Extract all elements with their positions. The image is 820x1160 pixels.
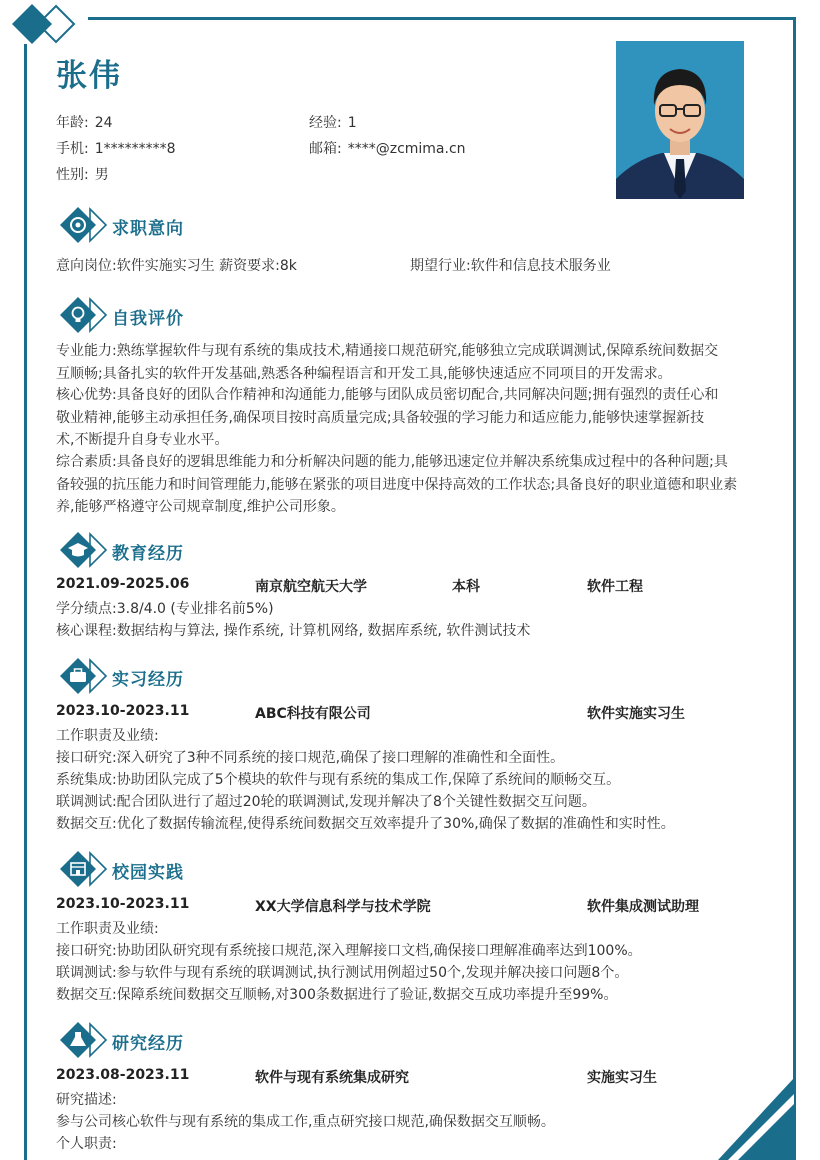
education-major: 软件工程: [587, 579, 643, 595]
campus-duty-label: 工作职责及业绩:: [56, 921, 159, 937]
experience-value: 1: [347, 115, 357, 131]
email-label: 邮箱:: [309, 141, 342, 157]
age-row: [56, 112, 113, 132]
internship-item: 数据交互:优化了数据传输流程,使得系统间数据交互效率提升了30%,确保了数据的准确性和实时性。: [56, 816, 675, 832]
internship-period: 2023.10-2023.11: [56, 703, 190, 719]
education-degree: 本科: [452, 579, 480, 595]
research-duty-label: 个人职责:: [56, 1136, 117, 1152]
intent-position: 意向岗位:软件实施实习生: [56, 258, 215, 274]
self-eval-strengths: 核心优势:具备良好的团队合作精神和沟通能力,能够与团队成员密切配合,共同解决问题;拥有强烈的责任心和 敬业精神,能够主动承担任务,确保项目按时高质量完成;具备较强的学习能力和适应能力,能够快速掌握新技 术,不断提升自身专业水平。: [56, 387, 719, 448]
self-eval-professional: 专业能力:熟练掌握软件与现有系统的集成技术,精通接口规范研究,能够独立完成联调测试,保障系统间数据交 互顺畅;具备扎实的软件开发基础,熟悉各种编程语言和开发工具,能够快速适应不同项目的开发需求。: [56, 343, 719, 382]
intent-salary: 薪资要求:8k: [219, 258, 297, 274]
education-courses: 核心课程:数据结构与算法, 操作系统, 计算机网络, 数据库系统, 软件测试技术: [56, 623, 531, 639]
internship-section-header: [60, 656, 460, 696]
research-section-title: 研究经历: [112, 1034, 184, 1054]
education-school: 南京航空航天大学: [255, 579, 367, 595]
self-eval-section-title: 自我评价: [112, 309, 184, 329]
self-eval-qualities: 综合素质:具备良好的逻辑思维能力和分析解决问题的能力,能够迅速定位并解决系统集成过程中的各种问题;具 备较强的抗压能力和时间管理能力,能够在紧张的项目进度中保持高效的工作状态;具备良好的职业道德和职业素 养,能够严格遵守公司规章制度,维护公司形象。: [56, 454, 738, 515]
building-icon: [60, 849, 110, 889]
intent-row: [56, 255, 768, 277]
gender-label: 性别:: [56, 167, 89, 183]
phone-label: 手机:: [56, 141, 89, 157]
intent-section-header: [60, 205, 460, 245]
graduation-cap-icon: [60, 530, 110, 570]
campus-section-header: [60, 849, 460, 889]
campus-section-title: 校园实践: [112, 863, 184, 883]
avatar: [616, 41, 744, 199]
internship-item: 接口研究:深入研究了3种不同系统的接口规范,确保了接口理解的准确性和全面性。: [56, 750, 565, 766]
research-section-header: [60, 1020, 460, 1060]
phone-value: 1*********8: [94, 141, 176, 157]
age-label: 年龄:: [56, 115, 89, 131]
research-project: 软件与现有系统集成研究: [255, 1070, 409, 1086]
education-section-header: [60, 530, 460, 570]
portrait-illustration: [616, 41, 744, 199]
internship-item: 系统集成:协助团队完成了5个模块的软件与现有系统的集成工作,保障了系统间的顺畅交互。: [56, 772, 621, 788]
campus-item: 接口研究:协助团队研究现有系统接口规范,深入理解接口文档,确保接口理解准确率达到100%。: [56, 943, 642, 959]
campus-period: 2023.10-2023.11: [56, 896, 190, 912]
frame-right-line: [793, 17, 796, 1160]
intent-section-title: 求职意向: [112, 219, 184, 239]
internship-section-title: 实习经历: [112, 670, 184, 690]
education-gpa: 学分绩点:3.8/4.0 (专业排名前5%): [56, 601, 274, 617]
campus-item: 数据交互:保障系统间数据交互顺畅,对300条数据进行了验证,数据交互成功率提升至99%。: [56, 987, 618, 1003]
gender-value: 男: [94, 167, 109, 183]
candidate-name: 张伟: [56, 58, 122, 94]
research-role: 实施实习生: [587, 1070, 657, 1086]
education-section-title: 教育经历: [112, 544, 184, 564]
internship-role: 软件实施实习生: [587, 706, 685, 722]
briefcase-icon: [60, 656, 110, 696]
research-desc-label: 研究描述:: [56, 1092, 117, 1108]
flask-icon: [60, 1020, 110, 1060]
corner-diamond-decoration: [8, 2, 98, 48]
frame-top-line: [88, 17, 796, 20]
internship-item: 联调测试:配合团队进行了超过20轮的联调测试,发现并解决了8个关键性数据交互问题。: [56, 794, 596, 810]
gender-row: [56, 164, 109, 184]
education-period: 2021.09-2025.06: [56, 576, 190, 592]
frame-left-line: [24, 44, 27, 1160]
internship-company: ABC科技有限公司: [255, 706, 371, 722]
age-value: 24: [94, 115, 113, 131]
experience-label: 经验:: [309, 115, 342, 131]
phone-row: [56, 138, 176, 158]
research-desc: 参与公司核心软件与现有系统的集成工作,重点研究接口规范,确保数据交互顺畅。: [56, 1114, 555, 1130]
campus-role: 软件集成测试助理: [587, 899, 699, 915]
target-icon: [60, 205, 110, 245]
self-eval-section-header: [60, 295, 460, 335]
email-row: [309, 138, 466, 158]
campus-org: XX大学信息科学与技术学院: [255, 899, 431, 915]
internship-duty-label: 工作职责及业绩:: [56, 728, 159, 744]
intent-industry: 期望行业:软件和信息技术服务业: [410, 258, 611, 274]
experience-row: [309, 112, 357, 132]
lightbulb-icon: [60, 295, 110, 335]
campus-item: 联调测试:参与软件与现有系统的联调测试,执行测试用例超过50个,发现并解决接口问题8个。: [56, 965, 629, 981]
research-period: 2023.08-2023.11: [56, 1067, 190, 1083]
email-value: ****@zcmima.cn: [347, 141, 466, 157]
